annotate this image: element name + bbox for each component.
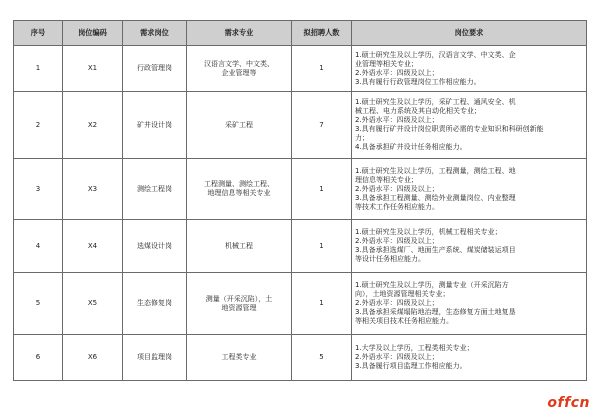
major-line: 工程类专业: [221, 353, 257, 361]
requirement-line: 力；: [355, 134, 369, 142]
row-post: [123, 220, 187, 273]
recruitment-table: [13, 20, 587, 381]
requirement-line: 2.外语水平：四级及以上；: [355, 116, 439, 124]
row-post: [123, 92, 187, 159]
requirement-line: 2.外语水平：四级及以上；: [355, 353, 439, 361]
header-count: 拟招聘人数: [292, 21, 352, 46]
requirement-line: 4.具备承担矿井设计任务相应能力。: [355, 143, 467, 151]
major-line: 采矿工程: [225, 120, 253, 129]
requirement-line: 等设计任务相应能力。: [355, 255, 425, 263]
row-major: [187, 220, 292, 273]
header-code: 岗位编码: [63, 21, 123, 46]
row-major: [187, 335, 292, 381]
requirement-line: 2.外语水平：四级及以上；: [355, 299, 439, 307]
row-code: X4: [63, 220, 123, 273]
row-code: X2: [63, 92, 123, 159]
requirement-line: 1.硕士研究生及以上学历，工程测量，测绘工程、地: [355, 166, 516, 175]
requirement-line: 1.硕士研究生及以上学历，汉语言文学、中文类、企: [355, 50, 516, 59]
post-line: 行政管理岗: [137, 64, 172, 72]
header-row: [14, 21, 587, 46]
row-count: 5: [292, 335, 352, 381]
requirement-line: 3.具有履行行政管理岗位工作相应能力。: [355, 77, 481, 86]
row-count: 1: [292, 220, 352, 273]
requirement-line: 1.硕士研究生及以上学历，采矿工程、通风安全、机: [355, 98, 516, 106]
row-no: 4: [14, 220, 63, 273]
row-code: X5: [63, 273, 123, 335]
row-code: X1: [63, 46, 123, 92]
requirement-line: 业管理等相关专业；: [355, 59, 418, 68]
requirement-line: 等相关项目技术任务相应能力。: [355, 317, 453, 325]
post-line: 矿井设计岗: [137, 120, 172, 129]
table-row: [14, 46, 587, 92]
requirement-line: 3.具备承担选煤厂、地面生产系统、煤炭储装运项目: [355, 246, 516, 254]
row-code: X3: [63, 159, 123, 220]
row-requirements: [352, 273, 587, 335]
row-post: [123, 46, 187, 92]
row-count: 1: [292, 159, 352, 220]
table-row: [14, 220, 587, 273]
post-line: 生态修复岗: [137, 299, 172, 307]
major-line: 地资源管理: [221, 303, 257, 312]
requirement-line: 向），土地资源管理相关专业；: [355, 290, 450, 298]
requirement-line: 3.具备承担工程测量、测绘外业测量岗位、内业整理: [355, 193, 516, 202]
offcn-watermark: offcn: [547, 395, 590, 411]
requirement-line: 3.具备履行项目监理工作相应能力。: [355, 362, 467, 370]
row-post: [123, 159, 187, 220]
row-count: 7: [292, 92, 352, 159]
row-code: X6: [63, 335, 123, 381]
header-requirements: 岗位要求: [352, 21, 587, 46]
requirement-line: 1.硕士研究生及以上学历，机械工程相关专业；: [355, 228, 502, 236]
row-no: 2: [14, 92, 63, 159]
table-row: [14, 159, 587, 220]
major-line: 企业管理等: [221, 68, 257, 77]
row-requirements: [352, 92, 587, 159]
requirement-line: 械工程、电力系统及其自动化相关专业；: [355, 107, 481, 115]
row-count: 1: [292, 273, 352, 335]
header-post: 需求岗位: [123, 21, 187, 46]
major-line: 地理信息等相关专业: [207, 189, 271, 197]
header-no: 序号: [14, 21, 63, 46]
table-row: [14, 273, 587, 335]
row-no: 5: [14, 273, 63, 335]
major-line: 测量（开采沉陷），土: [205, 294, 273, 303]
requirement-line: 等技术工作任务相应能力。: [355, 202, 439, 211]
major-line: 机械工程: [225, 241, 253, 250]
row-major: [187, 46, 292, 92]
row-requirements: [352, 46, 587, 92]
row-requirements: [352, 159, 587, 220]
requirement-line: 3.具备承担采煤塌陷地治理，生态修复方面土地复垦: [355, 308, 516, 316]
row-major: [187, 159, 292, 220]
row-no: 6: [14, 335, 63, 381]
row-no: 3: [14, 159, 63, 220]
row-count: 1: [292, 46, 352, 92]
row-post: [123, 273, 187, 335]
requirement-line: 2.外语水平：四级及以上；: [355, 184, 439, 193]
row-post: [123, 335, 187, 381]
major-line: 工程测量、测绘工程、: [204, 180, 274, 188]
row-no: 1: [14, 46, 63, 92]
header-major: 需求专业: [187, 21, 292, 46]
row-major: [187, 92, 292, 159]
post-line: 测绘工程岗: [137, 184, 172, 193]
post-line: 选煤设计岗: [137, 241, 172, 250]
requirement-line: 3.具有履行矿井设计岗位职责所必需的专业知识和科研创新能: [355, 125, 544, 133]
row-requirements: [352, 335, 587, 381]
row-major: [187, 273, 292, 335]
table-row: [14, 335, 587, 381]
table-row: [14, 92, 587, 159]
requirement-line: 理信息等相关专业；: [355, 175, 418, 184]
requirement-line: 1.硕士研究生及以上学历，测量专业（开采沉陷方: [355, 281, 509, 289]
requirement-line: 2.外语水平：四级及以上；: [355, 68, 439, 77]
requirement-line: 2.外语水平：四级及以上；: [355, 237, 439, 245]
row-requirements: [352, 220, 587, 273]
post-line: 项目监理岗: [137, 353, 172, 361]
major-line: 汉语言文学、中文类、: [204, 59, 274, 68]
requirement-line: 1.大学及以上学历，工程类相关专业；: [355, 344, 474, 352]
